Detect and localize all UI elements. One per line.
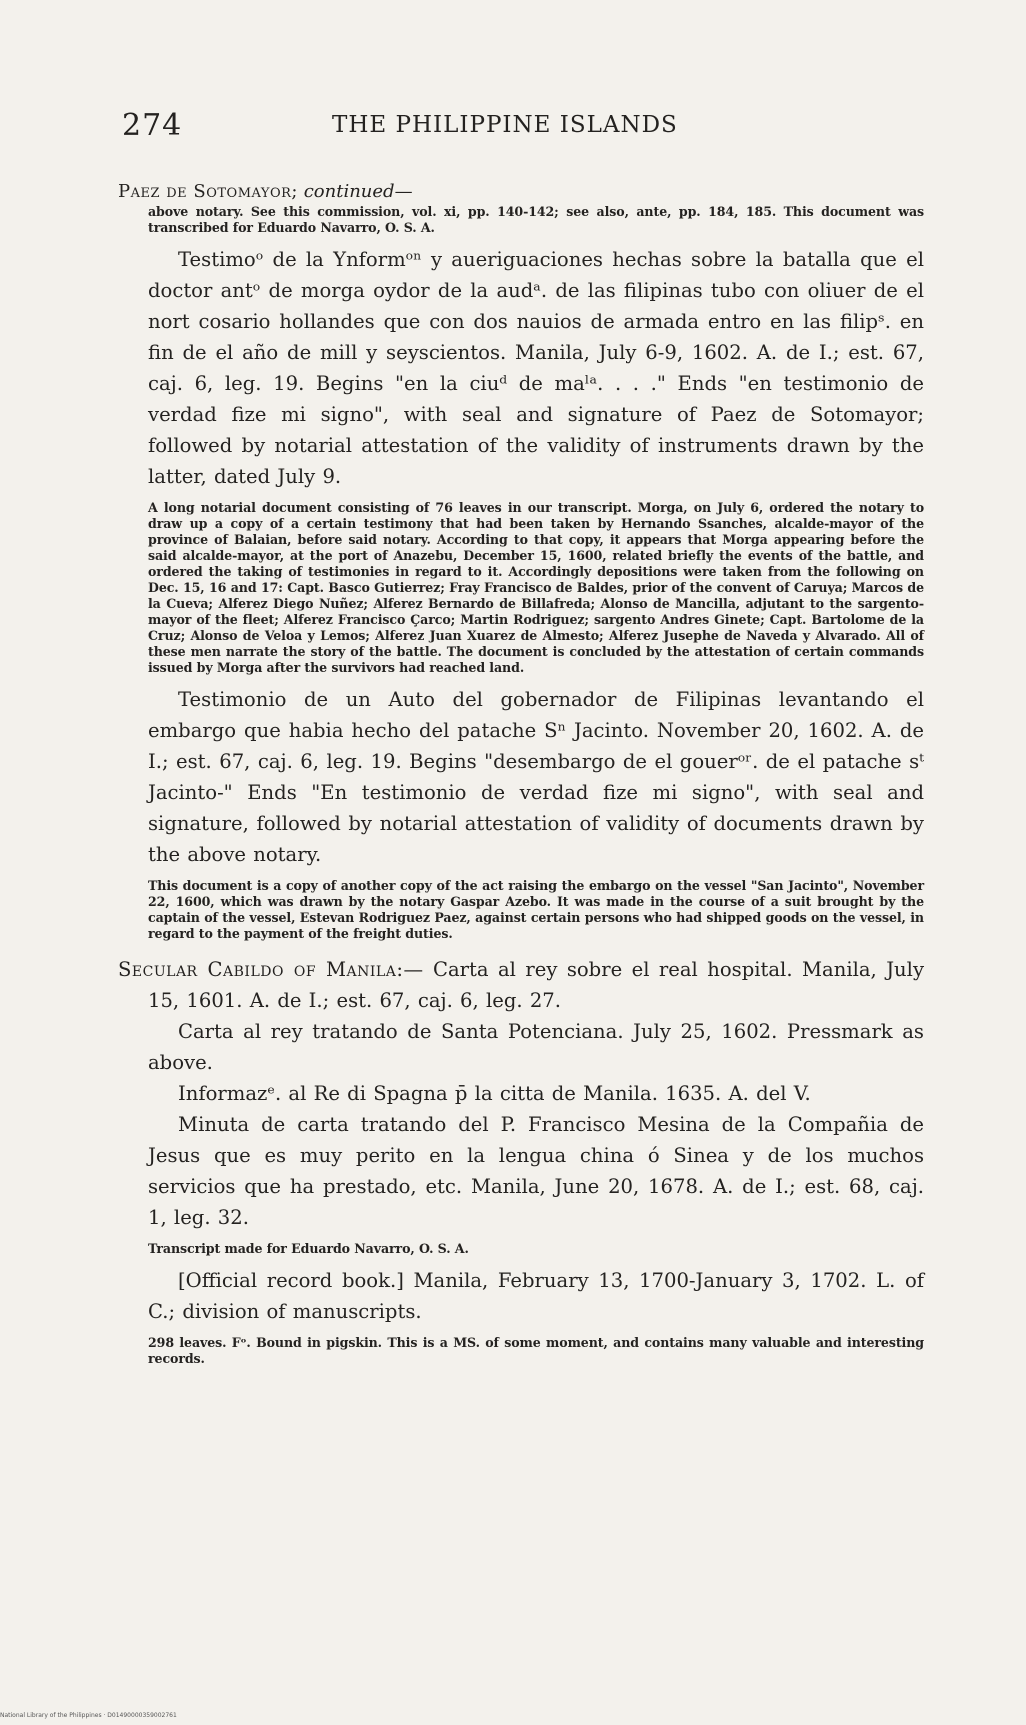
intro-note: above notary. See this commission, vol. xi, pp. 140-142; see also, ante, pp. 184, 185. This document was transcribed for Eduardo Navarro, O. S. A. <box>148 204 924 235</box>
document-entry: Carta al rey sobre el real hospital. Manila, July 15, 1601. A. de I.; est. 67, caj. 6, leg. 27. <box>148 958 925 1012</box>
author-name: Secular Cabildo of Manila:— <box>118 958 424 981</box>
page-number: 274 <box>122 108 183 143</box>
document-note: This document is a copy of another copy of the act raising the embargo on the vessel "San Jacinto", November 22, 1600, which was drawn by the notary Gaspar Azebo. It was made in the course of a suit brought by the captain of the vessel, Estevan Rodriguez Paez, against certain persons who had shipped goods on the vessel, in regard to the payment of the freight duties. <box>148 878 924 941</box>
document-entry: Minuta de carta tratando del P. Francisco Mesina de la Compañia de Jesus que es muy perito en la lengua china ó Sinea y de los muchos servicios que ha prestado, etc. Manila, June 20, 1678. A. de I.; est. 68, caj. 1, leg. 32. <box>148 1113 924 1229</box>
author-name: Paez de Sotomayor; <box>118 181 298 202</box>
continued-label: continued— <box>303 181 413 202</box>
page-body <box>118 180 924 1367</box>
document-note: 298 leaves. Fᵒ. Bound in pigskin. This is a MS. of some moment, and contains many valuable and interesting records. <box>148 1335 924 1366</box>
document-entry: Testimoᵒ de la Ynformᵒⁿ y aueriguaciones hechas sobre la batalla que el doctor antᵒ de morga oydor de la audᵃ. de las filipinas tubo con oliuer de el nort cosario hollandes que con dos nauios de armada entro en las filipˢ. en fin de el año de mill y seyscientos. Manila, July 6-9, 1602. A. de I.; est. 67, caj. 6, leg. 19. Begins "en la ciuᵈ de maˡᵃ. . . ." Ends "en testimonio de verdad fize mi signo", with seal and signature of Paez de Sotomayor; followed by notarial attestation of the validity of instruments drawn by the latter, dated July 9. <box>148 248 924 488</box>
document-entry: Carta al rey tratando de Santa Potenciana. July 25, 1602. Pressmark as above. <box>148 1020 924 1074</box>
entry-heading-paez <box>118 180 924 204</box>
document-entry: Informazᵉ. al Re di Spagna p̄ la citta de Manila. 1635. A. del V. <box>178 1082 811 1105</box>
document-note: A long notarial document consisting of 76 leaves in our transcript. Morga, on July 6, ordered the notary to draw up a copy of a certain testimony that had been taken by Hernando Ssanches, alcalde-mayor of the province of Balaian, before said notary. According to that copy, it appears that Morga appearing before the said alcalde-mayor, at the port of Anazebu, December 15, 1600, related briefly the events of the battle, and ordered the taking of testimonies in regard to it. Accordingly depositions were taken from the following on Dec. 15, 16 and 17: Capt. Basco Gutierrez; Fray Francisco de Baldes, prior of the convent of Caruya; Marcos de la Cueva; Alferez Diego Nuñez; Alferez Bernardo de Billafreda; Alonso de Mancilla, adjutant to the sargento-mayor of the fleet; Alferez Francisco Çarco; Martin Rodriguez; sargento Andres Ginete; Capt. Bartolome de la Cruz; Alonso de Veloa y Lemos; Alferez Juan Xuarez de Almesto; Alferez Jusephe de Naveda y Alvarado. All of these men narrate the story of the battle. The document is concluded by the attestation of certain commands issued by Morga after the survivors had reached land. <box>148 500 924 675</box>
scan-attribution: National Library of the Philippines · D01490000359002761 <box>0 1712 177 1719</box>
document-note: Transcript made for Eduardo Navarro, O. S. A. <box>148 1241 469 1256</box>
entry-heading-secular-cabildo <box>118 954 924 1016</box>
document-entry: [Official record book.] Manila, February 13, 1700-January 3, 1702. L. of C.; division of manuscripts. <box>148 1269 924 1323</box>
running-head: THE PHILIPPINE ISLANDS <box>332 112 678 138</box>
page-header <box>122 108 912 148</box>
document-entry: Testimonio de un Auto del gobernador de Filipinas levantando el embargo que habia hecho del patache Sⁿ Jacinto. November 20, 1602. A. de I.; est. 67, caj. 6, leg. 19. Begins "desembargo de el gouerᵒʳ. de el patache sᵗ Jacinto-" Ends "En testimonio de verdad fize mi signo", with seal and signature, followed by notarial attestation of validity of documents drawn by the above notary. <box>148 688 924 866</box>
